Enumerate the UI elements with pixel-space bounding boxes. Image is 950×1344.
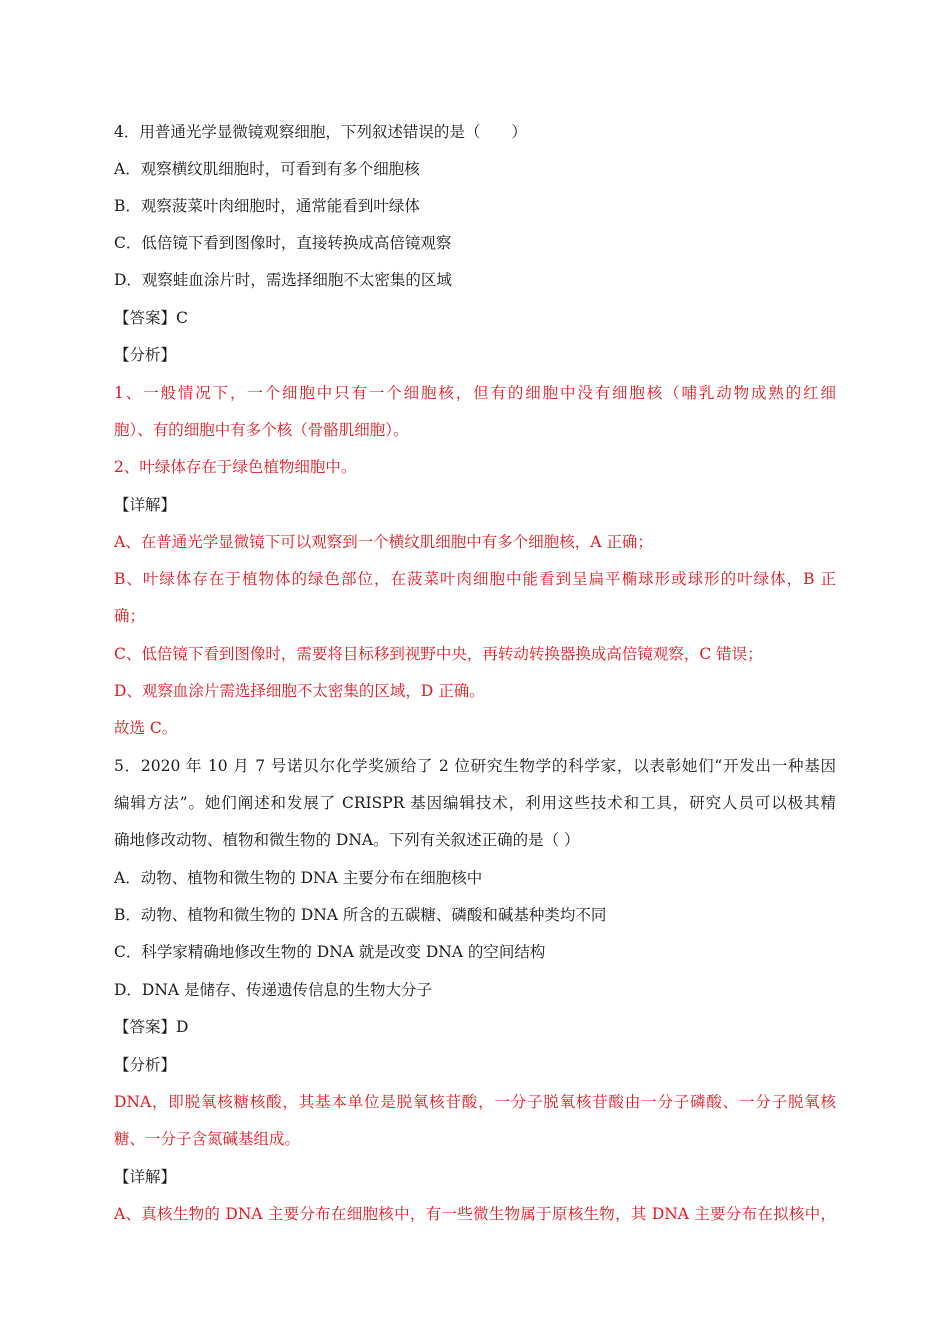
q4-detail-line-4: C、低倍镜下看到图像时，需要将目标移到视野中央，再转动转换器换成高倍镜观察，C 错误； [114, 645, 763, 663]
q4-option-b: B．观察菠菜叶肉细胞时，通常能看到叶绿体 [114, 197, 420, 215]
q4-detail-line-1: A、在普通光学显微镜下可以观察到一个横纹肌细胞中有多个细胞核，A 正确； [114, 533, 653, 551]
q5-answer: 【答案】D [114, 1018, 189, 1036]
q5-detail-label: 【详解】 [114, 1168, 177, 1186]
q4-option-a: A．观察横纹肌细胞时，可看到有多个细胞核 [114, 160, 420, 178]
q4-detail-line-5: D、观察血涂片需选择细胞不太密集的区域，D 正确。 [114, 682, 485, 700]
q5-analysis-line-1: DNA，即脱氧核糖核酸，其基本单位是脱氧核苷酸，一分子脱氧核苷酸由一分子磷酸、一分子脱氧核 [114, 1093, 836, 1111]
q5-analysis-line-2: 糖、一分子含氮碱基组成。 [114, 1130, 301, 1148]
q5-stem-line-3: 确地修改动物、植物和微生物的 DNA。下列有关叙述正确的是（ ） [114, 831, 580, 849]
q4-detail-line-3: 确； [114, 607, 146, 625]
q5-stem-line-2: 编辑方法”。她们阐述和发展了 CRISPR 基因编辑技术，利用这些技术和工具，研究人员可以极其精 [114, 794, 836, 812]
q4-conclusion: 故选 C。 [114, 719, 178, 737]
q4-stem: 4．用普通光学显微镜观察细胞，下列叙述错误的是（ ） [114, 123, 527, 141]
q4-option-c: C．低倍镜下看到图像时，直接转换成高倍镜观察 [114, 234, 452, 252]
q5-detail-line-1: A、真核生物的 DNA 主要分布在细胞核中，有一些微生物属于原核生物，其 DNA 主要分布在拟核中， [114, 1205, 836, 1223]
q5-analysis-label: 【分析】 [114, 1056, 177, 1074]
q5-option-a: A．动物、植物和微生物的 DNA 主要分布在细胞核中 [114, 869, 483, 887]
q4-option-d: D．观察蛙血涂片时，需选择细胞不太密集的区域 [114, 271, 452, 289]
q4-answer: 【答案】C [114, 309, 188, 327]
q5-option-c: C．科学家精确地修改生物的 DNA 就是改变 DNA 的空间结构 [114, 943, 546, 961]
q4-detail-label: 【详解】 [114, 496, 177, 514]
q5-stem-line-1: 5．2020 年 10 月 7 号诺贝尔化学奖颁给了 2 位研究生物学的科学家，以表彰她们“开发出一种基因 [114, 757, 836, 775]
q5-option-b: B．动物、植物和微生物的 DNA 所含的五碳糖、磷酸和碱基种类均不同 [114, 906, 607, 924]
q4-detail-line-2: B、叶绿体存在于植物体的绿色部位，在菠菜叶肉细胞中能看到呈扁平椭球形或球形的叶绿体，B 正 [114, 570, 836, 588]
q5-option-d: D．DNA 是储存、传递遗传信息的生物大分子 [114, 981, 433, 999]
q4-analysis-line-1: 1、一般情况下，一个细胞中只有一个细胞核，但有的细胞中没有细胞核（哺乳动物成熟的红细 [114, 384, 836, 402]
q4-analysis-line-3: 2、叶绿体存在于绿色植物细胞中。 [114, 458, 357, 476]
q4-analysis-line-2: 胞）、有的细胞中有多个核（骨骼肌细胞）。 [114, 421, 409, 439]
q4-analysis-label: 【分析】 [114, 346, 177, 364]
